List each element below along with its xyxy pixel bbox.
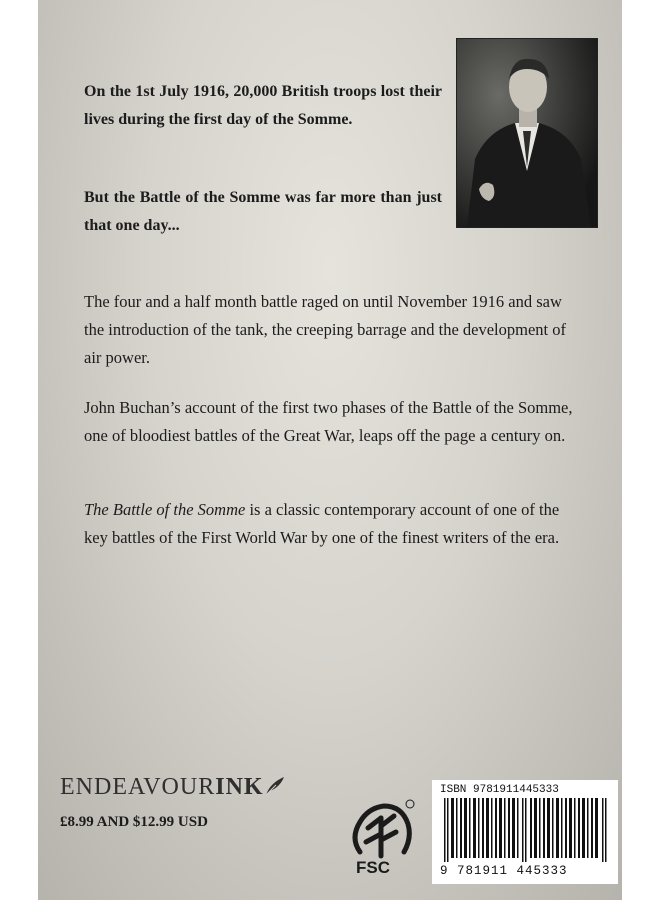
barcode-box — [432, 780, 618, 884]
back-cover — [38, 0, 622, 900]
intro-paragraph-1: On the 1st July 1916, 20,000 British troops lost their lives during the first day of the Somme. — [84, 83, 442, 128]
publisher-name-part-1: ENDEAVOUR — [60, 774, 216, 800]
quill-icon — [264, 775, 286, 797]
publisher-name-part-2: INK — [215, 774, 264, 800]
body-paragraph-2: John Buchan’s account of the first two phases of the Battle of the Somme, one of bloodiest battles of the Great War, leaps off the page a century on. — [84, 398, 573, 445]
body-paragraph-1: The four and a half month battle raged on until November 1916 and saw the introduction of the tank, the creeping barrage and the development of air power. — [84, 292, 566, 367]
barcode-bars — [440, 798, 612, 862]
publisher-logo — [60, 774, 286, 801]
intro-paragraph-2: But the Battle of the Somme was far more than just that one day... — [84, 189, 442, 234]
isbn-label: ISBN 9781911445333 — [440, 784, 559, 796]
author-portrait — [456, 38, 598, 228]
body-paragraph-3-text: is a classic contemporary account of one of the key battles of the First World War by one of the finest writers of the era. — [84, 500, 560, 547]
book-title: The Battle of the Somme — [84, 500, 246, 519]
price: £8.99 AND $12.99 USD — [60, 814, 208, 830]
author-portrait-image — [457, 39, 597, 227]
barcode-digits: 9 781911 445333 — [440, 864, 568, 878]
fsc-label: FSC — [356, 858, 390, 877]
